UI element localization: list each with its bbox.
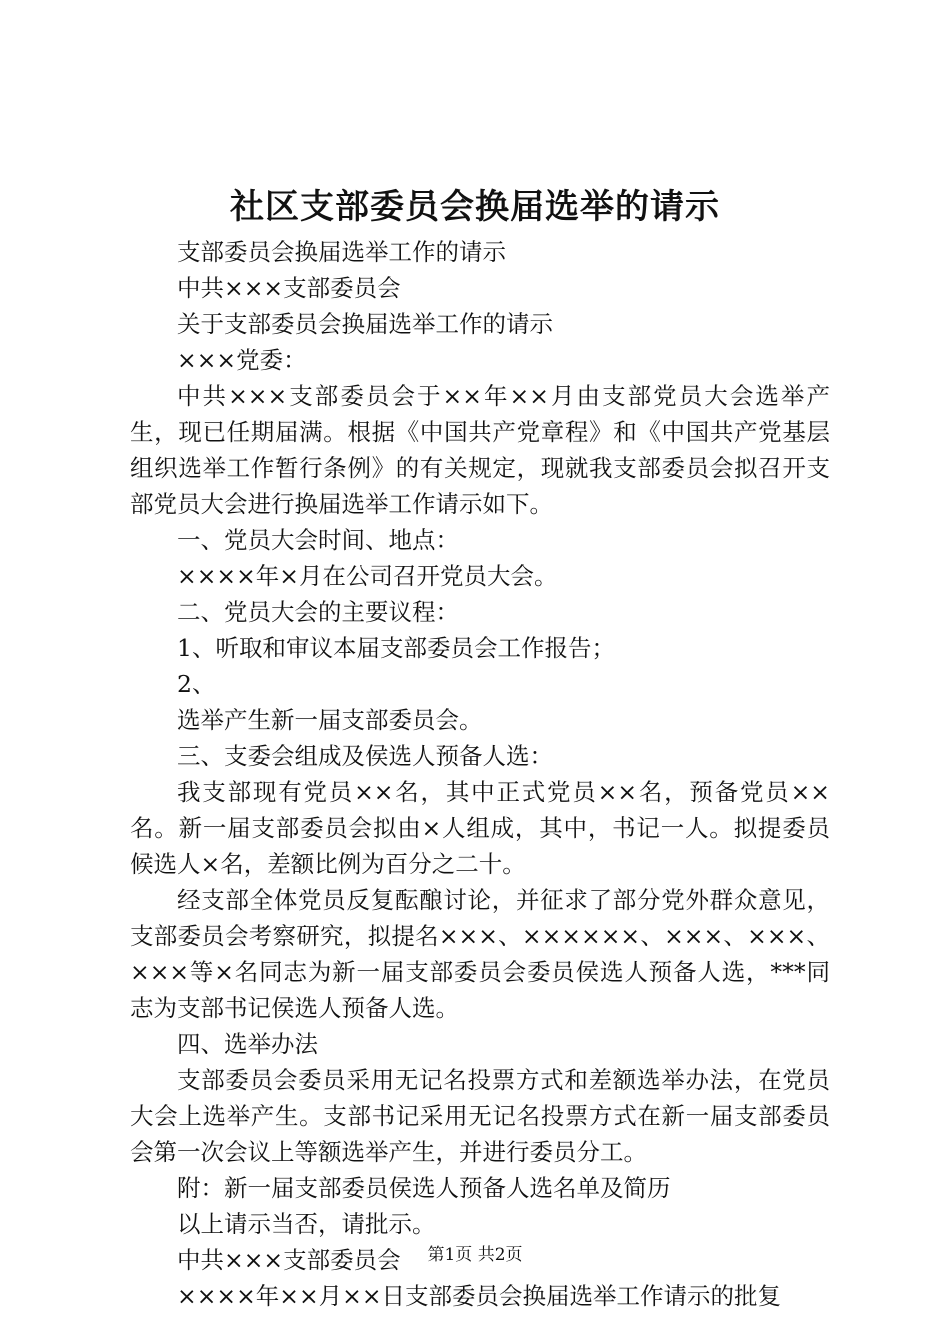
paragraph: 四、选举办法 <box>177 1030 318 1058</box>
paragraph: 二、党员大会的主要议程： <box>177 598 459 626</box>
paragraph: ××××年××月××日支部委员会换届选举工作请示的批复 <box>177 1282 782 1310</box>
paragraph: 附：新一届支部委员侯选人预备人选名单及简历 <box>177 1174 671 1202</box>
document-body <box>130 234 830 1314</box>
paragraph: 以上请示当否，请批示。 <box>177 1210 436 1238</box>
paragraph: 2、 <box>177 670 216 698</box>
paragraph: 中共×××支部委员会于××年××月由支部党员大会选举产生，现已任期届满。根据《中国共产党章程》和《中国共产党基层组织选举工作暂行条例》的有关规定，现就我支部委员会拟召开支部党员大会进行换届选举工作请示如下。 <box>130 382 830 518</box>
paragraph: 1、听取和审议本届支部委员会工作报告； <box>177 634 615 662</box>
page-number: 第1页 共2页 <box>427 1245 523 1265</box>
paragraph: 三、支委会组成及侯选人预备人选： <box>177 742 553 770</box>
paragraph: 支部委员会委员采用无记名投票方式和差额选举办法，在党员大会上选举产生。支部书记采用无记名投票方式在新一届支部委员会第一次会议上等额选举产生，并进行委员分工。 <box>130 1066 830 1166</box>
paragraph: 经支部全体党员反复酝酿讨论，并征求了部分党外群众意见，支部委员会考察研究，拟提名×××、××××××、×××、×××、×××等×名同志为新一届支部委员会委员侯选人预备人选，***同志为支部书记侯选人预备人选。 <box>130 886 830 1022</box>
paragraph: 中共×××支部委员会 <box>177 1246 401 1274</box>
paragraph: 选举产生新一届支部委员会。 <box>177 706 483 734</box>
paragraph: 支部委员会换届选举工作的请示 <box>177 238 506 266</box>
paragraph: 一、党员大会时间、地点： <box>177 526 459 554</box>
paragraph: 关于支部委员会换届选举工作的请示 <box>177 310 553 338</box>
paragraph: 我支部现有党员××名，其中正式党员××名，预备党员××名。新一届支部委员会拟由×人组成，其中，书记一人。拟提委员候选人×名，差额比例为百分之二十。 <box>130 778 830 878</box>
paragraph: ×××党委： <box>177 346 307 374</box>
paragraph: 中共×××支部委员会 <box>177 274 401 302</box>
document-title: 社区支部委员会换届选举的请示 <box>230 187 720 227</box>
paragraph: ××××年×月在公司召开党员大会。 <box>177 562 558 590</box>
